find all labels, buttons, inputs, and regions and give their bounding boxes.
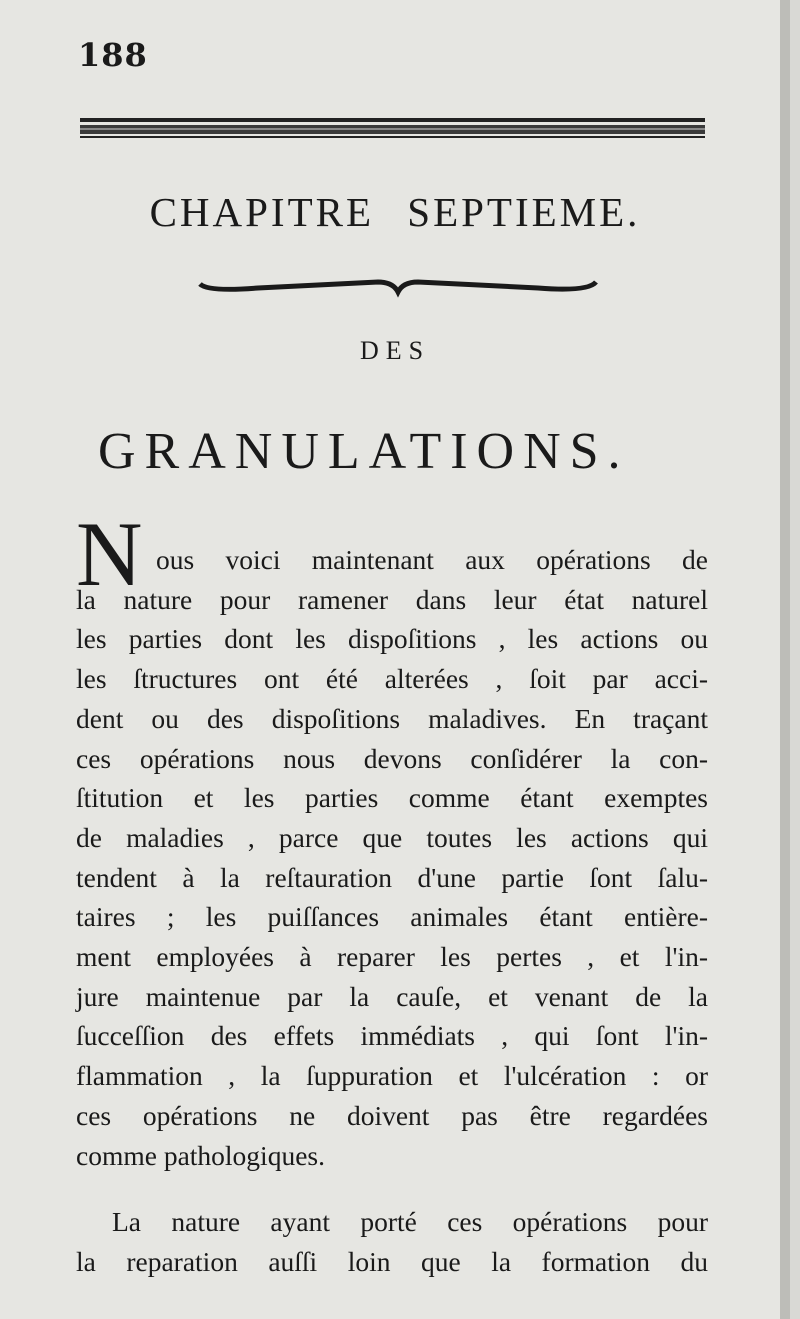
text-line: ſtitution et les parties comme étant exemptes xyxy=(76,782,708,814)
text-line: ſucceſſion des effets immédiats , qui ſont l'in- xyxy=(76,1020,708,1052)
text-line: La nature ayant porté ces opérations pour xyxy=(112,1206,708,1237)
text-line: ous voici maintenant aux opérations de xyxy=(156,544,708,575)
text-line: les parties dont les dispoſitions , les actions ou xyxy=(76,623,708,655)
text-line: ment employées à reparer les pertes , et l'in- xyxy=(76,941,708,973)
paragraph-1 xyxy=(76,540,708,1175)
text-line: les ſtructures ont été alterées , ſoit par acci- xyxy=(76,663,708,695)
text-line: ces opérations nous devons conſidérer la con- xyxy=(76,742,708,774)
drop-cap: N xyxy=(76,503,143,605)
ornamental-rule xyxy=(80,116,705,140)
paragraph-2 xyxy=(76,1202,708,1281)
text-line: de maladies , parce que toutes les actions qui xyxy=(76,821,708,853)
text-line: flammation , la ſuppuration et l'ulcération : or xyxy=(76,1060,708,1092)
ornamental-brace xyxy=(198,276,598,300)
chapter-title: GRANULATIONS. xyxy=(98,423,630,480)
text-line: taires ; les puiſſances animales étant entière- xyxy=(76,901,708,933)
page-number: 188 xyxy=(78,36,148,74)
text-line: tendent à la reſtauration d'une partie ſont ſalu- xyxy=(76,861,708,893)
text-line: la nature pour ramener dans leur état naturel xyxy=(76,583,708,615)
chapter-heading: CHAPITRE SEPTIEME. xyxy=(149,189,641,235)
text-line: comme pathologiques. xyxy=(76,1139,325,1171)
text-line: jure maintenue par la cauſe, et venant de la xyxy=(76,980,708,1012)
subheading: DES xyxy=(359,336,431,365)
text-line: la reparation auſſi loin que la formation du xyxy=(76,1245,708,1277)
text-line: ces opérations ne doivent pas être regardées xyxy=(76,1099,708,1131)
text-line: dent ou des dispoſitions maladives. En traçant xyxy=(76,702,708,734)
